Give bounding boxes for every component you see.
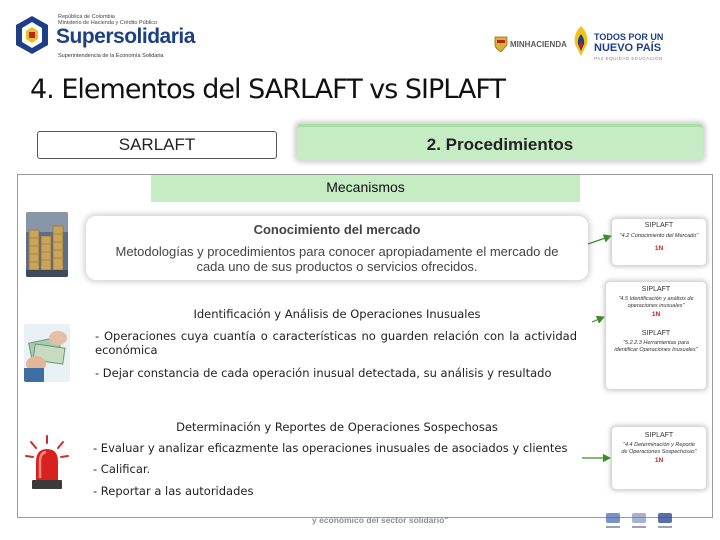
tab-procedimientos[interactable]: 2. Procedimientos bbox=[297, 124, 703, 160]
siplaft-box-desc: "4.2 Conocimiento del Mercado" bbox=[619, 233, 699, 239]
logo-brand-text: Supersolidaria bbox=[56, 25, 195, 48]
siplaft-box-rating: 1N bbox=[654, 244, 664, 252]
identification-title: Identificación y Análisis de Operaciones Inusuales bbox=[193, 307, 481, 321]
siplaft-box-unusual bbox=[606, 282, 706, 389]
siplaft-box-title: SIPLAFT bbox=[641, 286, 671, 293]
minhacienda-text: MINHACIENDA bbox=[510, 40, 567, 49]
siplaft-box-suspicious bbox=[612, 427, 706, 489]
logo-ministry-text: Ministerio de Hacienda y Crédito Público bbox=[58, 20, 158, 26]
siplaft-box-title-2: SIPLAFT bbox=[641, 330, 671, 337]
siplaft-box-rating: 1N bbox=[654, 457, 664, 464]
footer-social-icons bbox=[604, 511, 684, 531]
arrow-identification bbox=[592, 317, 604, 322]
nuevo-pais-line2: NUEVO PAÍS bbox=[594, 42, 662, 54]
siplaft-box-rating: 1N bbox=[651, 311, 661, 318]
siplaft-box-title: SIPLAFT bbox=[644, 222, 674, 229]
determination-title: Determinación y Reportes de Operaciones Sospechosas bbox=[176, 420, 498, 434]
determination-item: - Calificar. bbox=[93, 462, 151, 476]
nuevo-pais-line1: TODOS POR UN bbox=[594, 32, 664, 42]
determination-item: - Reportar a las autoridades bbox=[93, 484, 254, 498]
siplaft-box-desc: "4.4 Determinación y Reporte de Operaciones Sospechosas" bbox=[621, 442, 697, 455]
logo-republic-text: República de Colombia bbox=[58, 14, 115, 20]
tab-sarlaft[interactable]: SARLAFT bbox=[37, 131, 277, 159]
siplaft-box-desc-2: "5.2.2.3 Herramientas para identificar Operaciones Inusuales" bbox=[614, 340, 698, 353]
knowledge-card-body: Metodologías y procedimientos para conocer apropiadamente el mercado de cada uno de sus productos o servicios ofrecidos. bbox=[115, 244, 559, 274]
identification-item: - Operaciones cuya cuantía o características no guarden relación con la actividad económica bbox=[95, 329, 577, 357]
arrow-knowledge bbox=[588, 236, 611, 244]
knowledge-card-heading: Conocimiento del mercado bbox=[253, 222, 421, 237]
nuevo-pais-line3: PAZ EQUIDAD EDUCACIÓN bbox=[594, 56, 663, 61]
footer-text: y económico del sector solidario" bbox=[312, 515, 449, 525]
siplaft-box-title: SIPLAFT bbox=[644, 432, 674, 439]
siplaft-box-market bbox=[612, 219, 706, 265]
slide-title: 4. Elementos del SARLAFT vs SIPLAFT bbox=[30, 74, 505, 105]
siplaft-box-desc: "4.5 Identificación y análisis de operaciones inusuales" bbox=[618, 296, 694, 309]
logo-tagline-text: Superintendencia de la Economía Solidaria bbox=[58, 53, 164, 59]
identification-item: - Dejar constancia de cada operación inusual detectada, su análisis y resultado bbox=[95, 366, 552, 380]
mecanismos-banner: Mecanismos bbox=[151, 175, 580, 202]
determination-item: - Evaluar y analizar eficazmente las operaciones inusuales de asociados y clientes bbox=[93, 441, 568, 455]
